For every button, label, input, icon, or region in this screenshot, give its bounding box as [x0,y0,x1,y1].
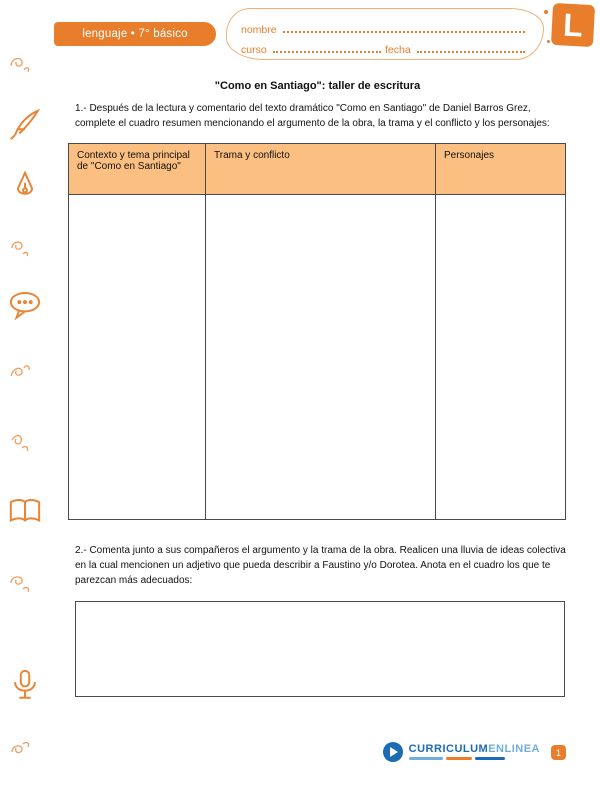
name-write-line [283,31,525,33]
decorative-margin [0,0,54,800]
book-icon [8,495,42,529]
subject-label: lenguaje • 7° básico [82,28,188,40]
brand-name-secondary: ENLINEA [488,743,540,755]
summary-table [68,143,566,520]
answer-cell-contexto [69,195,206,520]
table-body-row [69,195,566,520]
microphone-icon [8,668,42,702]
play-logo-icon [383,742,403,762]
scribble-icon [8,360,32,384]
answer-cell-personajes [436,195,566,520]
page-number: 1 [555,747,561,758]
quill-icon [8,108,42,142]
dot-decoration [544,10,548,14]
answer-cell-trama [206,195,436,520]
date-write-line [417,51,525,53]
table-header-row [69,144,566,195]
date-label: fecha [385,44,411,56]
brand-name [409,744,540,755]
page-title: "Como en Santiago": taller de escritura [214,80,421,92]
dot-decoration [547,40,550,43]
name-field-row [241,16,529,36]
course-write-line [273,51,381,53]
brand-text [409,744,540,760]
question-2-text: 2.- Comenta junto a sus compañeros el argumento y la trama de la obra. Realicen una lluvia de ideas colectiva en la cual mencionen un adjetivo que pueda describir a Faustino y/o Dorotea. Anota en el cuadro los que te parezcan más adecuados: [75,545,566,586]
curriculum-en-linea-logo [383,742,540,762]
pen-nib-icon [8,170,42,204]
adjectives-answer-box [75,601,565,697]
brand-name-primary: CURRICULUM [408,743,489,755]
table-header-contexto: Contexto y tema principal de "Como en Santiago" [69,144,206,195]
question-1-text: 1.- Después de la lectura y comentario del texto dramático "Como en Santiago" de Daniel Barros Grez, complete el cuadro resumen mencionando el argumento de la obra, la trama y el conflicto y los personajes: [75,103,550,129]
table-header-personajes: Personajes [436,144,566,195]
table-header-trama: Trama y conflicto [206,144,436,195]
scribble-icon [8,570,32,594]
brand-tagline-decoration [409,757,540,760]
scribble-icon [8,430,32,454]
language-logo [551,3,595,47]
language-logo-letter: L [562,6,584,44]
scribble-icon [8,236,32,260]
scribble-icon [8,738,32,762]
student-info-fields [226,8,544,60]
course-label: curso [241,44,267,56]
scribble-icon [8,52,32,76]
course-date-field-row [241,36,529,56]
page-number-badge [551,745,566,760]
name-label: nombre [241,24,277,36]
speech-bubble-icon [8,288,42,322]
subject-badge [54,22,216,46]
